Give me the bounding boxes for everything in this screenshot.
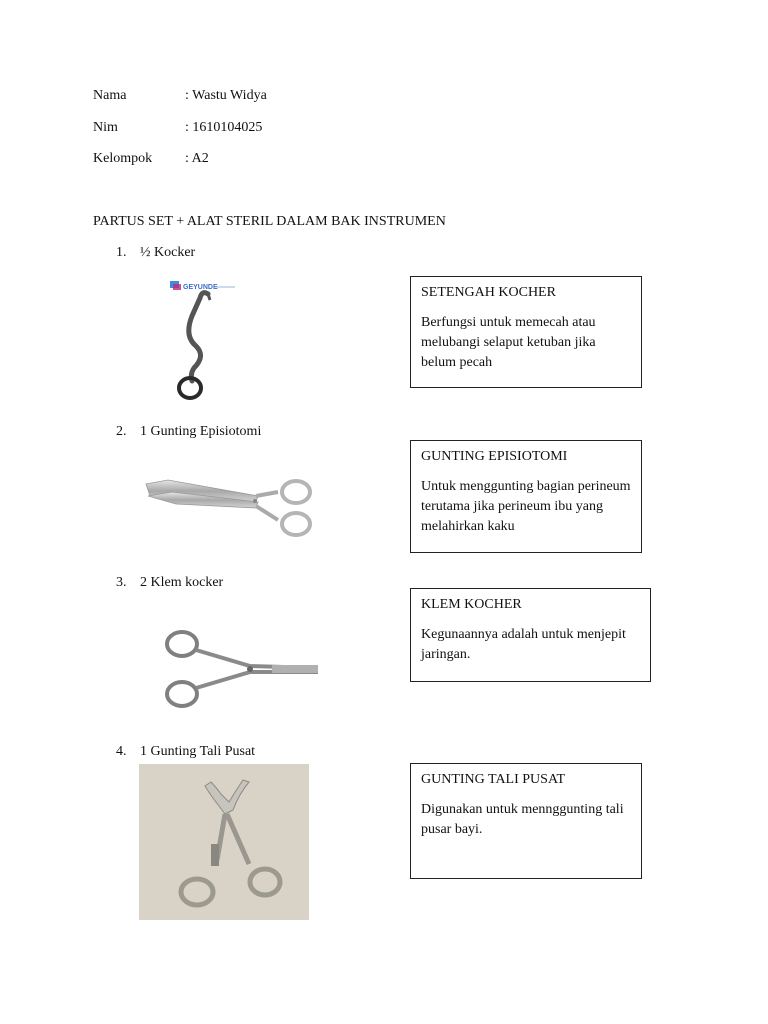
item-3-box-text: Kegunaannya adalah untuk menjepit jaringan. bbox=[421, 627, 626, 662]
item-4-box-text: Digunakan untuk mennggunting tali pusar bayi. bbox=[421, 802, 624, 837]
item-4-description-box bbox=[410, 763, 642, 879]
item-4-heading bbox=[116, 744, 255, 760]
item-3-number: 3. bbox=[116, 575, 127, 590]
item-1-heading bbox=[116, 245, 195, 261]
item-1-number: 1. bbox=[116, 245, 127, 260]
item-2-description-box bbox=[410, 440, 642, 553]
section-title: PARTUS SET + ALAT STERIL DALAM BAK INSTRUMEN bbox=[93, 214, 446, 229]
item-1-box-text: Berfungsi untuk memecah atau melubangi selaput ketuban jika belum pecah bbox=[421, 315, 596, 370]
item-3-heading bbox=[116, 575, 223, 591]
item-1-description-box bbox=[410, 276, 642, 388]
umbilical-scissors-image bbox=[139, 764, 309, 920]
item-2-name: 1 Gunting Episiotomi bbox=[140, 424, 262, 439]
group-value: : A2 bbox=[185, 151, 209, 166]
item-2-number: 2. bbox=[116, 424, 127, 439]
item-2-box-title: GUNTING EPISIOTOMI bbox=[421, 449, 568, 464]
nim-label: Nim bbox=[93, 120, 118, 135]
name-value: : Wastu Widya bbox=[185, 88, 267, 103]
item-3-box-title: KLEM KOCHER bbox=[421, 597, 522, 612]
item-4-name: 1 Gunting Tali Pusat bbox=[140, 744, 256, 759]
item-3-description-box bbox=[410, 588, 651, 682]
item-4-number: 4. bbox=[116, 744, 127, 759]
half-kocher-image bbox=[120, 276, 270, 406]
group-label: Kelompok bbox=[93, 151, 153, 166]
episiotomy-scissors-image bbox=[138, 470, 318, 545]
logo-text: GEYUNDE bbox=[183, 284, 218, 291]
item-1-box-title: SETENGAH KOCHER bbox=[421, 285, 556, 300]
name-label: Nama bbox=[93, 88, 127, 103]
item-2-heading bbox=[116, 424, 261, 440]
kocher-clamp-image bbox=[160, 622, 320, 714]
nim-value: : 1610104025 bbox=[185, 120, 263, 135]
item-3-name: 2 Klem kocker bbox=[140, 575, 224, 590]
item-1-name: ½ Kocker bbox=[140, 245, 196, 260]
item-2-box-text: Untuk menggunting bagian perineum terutama jika perineum ibu yang melahirkan kaku bbox=[421, 479, 631, 534]
item-4-box-title: GUNTING TALI PUSAT bbox=[421, 772, 566, 787]
